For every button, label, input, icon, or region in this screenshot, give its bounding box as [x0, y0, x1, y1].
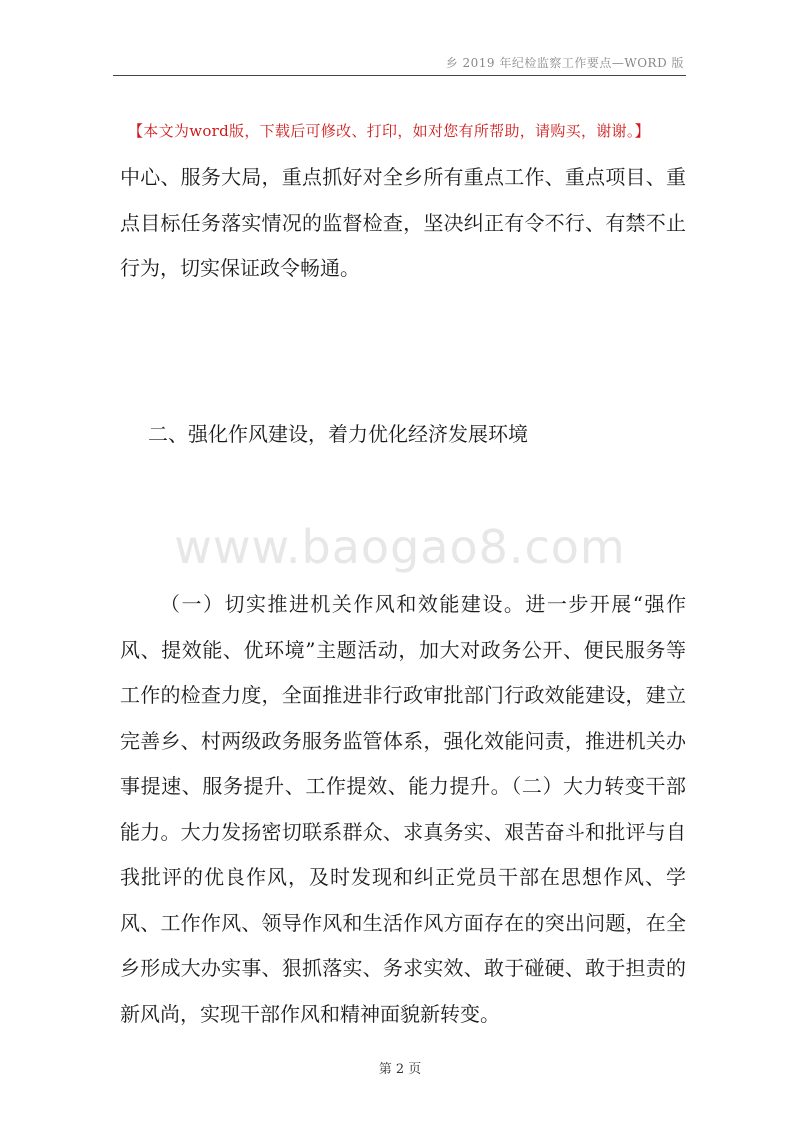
document-header-title: 乡 2019 年纪检监察工作要点—WORD 版: [445, 56, 684, 70]
section-heading: 二、强化作风建设，着力优化经济发展环境: [148, 422, 528, 446]
header-divider: [113, 75, 686, 76]
download-notice: 【本文为word版，下载后可修改、打印，如对您有所帮助，请购买，谢谢。】: [128, 122, 650, 140]
page-number: 第 2 页: [378, 1062, 422, 1077]
watermark-text: www.baogao8.com: [174, 520, 626, 574]
intro-paragraph: 中心、服务大局，重点抓好对全乡所有重点工作、重点项目、重点目标任务落实情况的监督检查，坚决纠正有令不行、有禁不止行为，切实保证政令畅通。: [120, 165, 686, 280]
body-paragraph: （一）切实推进机关作风和效能建设。进一步开展“强作风、提效能、优环境”主题活动，加大对政务公开、便民服务等工作的检查力度，全面推进非行政审批部门行政效能建设，建立完善乡、村两级政务服务监管体系，强化效能问责，推进机关办事提速、服务提升、工作提效、能力提升。（二）大力转变干部能力。大力发扬密切联系群众、求真务实、艰苦奋斗和批评与自我批评的优良作风，及时发现和纠正党员干部在思想作风、学风、工作作风、领导作风和生活作风方面存在的突出问题，在全乡形成大办实事、狠抓落实、务求实效、敢于碰硬、敢于担责的新风尚，实现干部作风和精神面貌新转变。: [120, 592, 686, 1026]
